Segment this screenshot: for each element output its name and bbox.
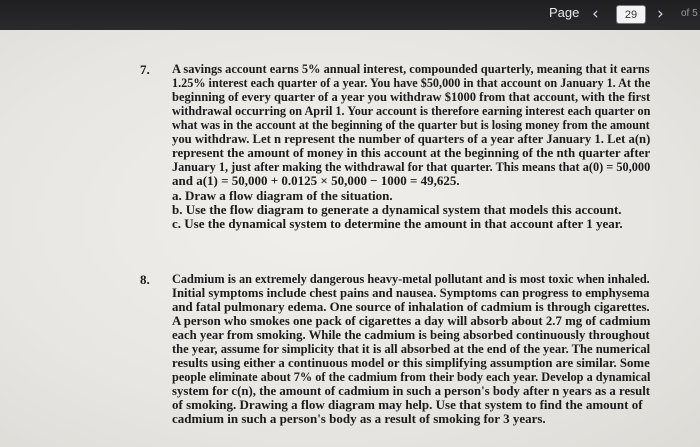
problem-text-line: represent the amount of money in this account at the beginning of the nth quarter after <box>172 145 651 160</box>
problem-part-b: b. Use the flow diagram to generate a dynamical system that models this account. <box>172 202 622 217</box>
page-number-input[interactable]: 29 <box>616 5 646 24</box>
problem-text-line: cadmium in such a person's body as a result of smoking for 3 years. <box>172 411 546 426</box>
problem-text-line: results using either a continuous model or this simplifying assumption are similar. Some <box>172 355 650 370</box>
problem-text-line: of smoking. Drawing a flow diagram may help. Use that system to find the amount of <box>172 397 643 412</box>
problem-text-line: and a(1) = 50,000 + 0.0125 × 50,000 − 1000 = 49,625. <box>172 173 460 188</box>
problem-text-line: January 1, just after making the withdrawal for that quarter. This means that a(0) = 50,000 <box>172 159 651 174</box>
problem-part-a: a. Draw a flow diagram of the situation. <box>172 188 393 203</box>
problem-text-line: people eliminate about 7% of the cadmium from their body each year. Develop a dynamical <box>172 369 651 384</box>
document-page <box>0 30 700 447</box>
problem-part-c: c. Use the dynamical system to determine the amount in that account after 1 year. <box>172 216 623 231</box>
problem-text-line: Cadmium is an extremely dangerous heavy-metal pollutant and is most toxic when inhaled. <box>172 271 650 286</box>
page-label: Page <box>549 5 580 20</box>
problem-text-line: A savings account earns 5% annual interest, compounded quarterly, meaning that it earns <box>172 61 650 76</box>
page-count-label: of 5 <box>681 8 698 19</box>
problem-text-line: what was in the account at the beginning of the quarter but is losing money from the amount <box>172 117 650 132</box>
viewer-toolbar <box>0 0 700 30</box>
problem-text-line: the year, assume for simplicity that it is all absorbed at the end of the year. The numerical <box>172 341 651 356</box>
problem-text-line: 1.25% interest each quarter of a year. You have $50,000 in that account on January 1. At the <box>172 75 651 90</box>
problem-text-line: A person who smokes one pack of cigarettes a day will absorb about 2.7 mg of cadmium <box>172 313 651 328</box>
problem-text-line: beginning of every quarter of a year you withdraw $1000 from that account, with the first <box>172 89 651 104</box>
problem-text-line: each year from smoking. While the cadmium is being absorbed continuously throughout <box>172 327 650 342</box>
problem-number: 7. <box>140 62 150 77</box>
problem-number: 8. <box>140 272 150 287</box>
problem-text-line: system for c(n), the amount of cadmium in such a person's body after n years as a result <box>172 383 651 398</box>
problem-text-line: Initial symptoms include chest pains and nausea. Symptoms can progress to emphysema <box>172 285 650 300</box>
problem-text-line: and fatal pulmonary edema. One source of inhalation of cadmium is through cigarettes. <box>172 299 650 314</box>
problem-text-line: you withdraw. Let n represent the number of quarters of a year after January 1. Let a(n) <box>172 131 651 146</box>
previous-page-icon[interactable]: ‹ <box>592 4 599 24</box>
next-page-icon[interactable]: › <box>657 4 664 24</box>
problem-text-line: withdrawal occurring on April 1. Your account is therefore earning interest each quarter on <box>172 103 651 118</box>
